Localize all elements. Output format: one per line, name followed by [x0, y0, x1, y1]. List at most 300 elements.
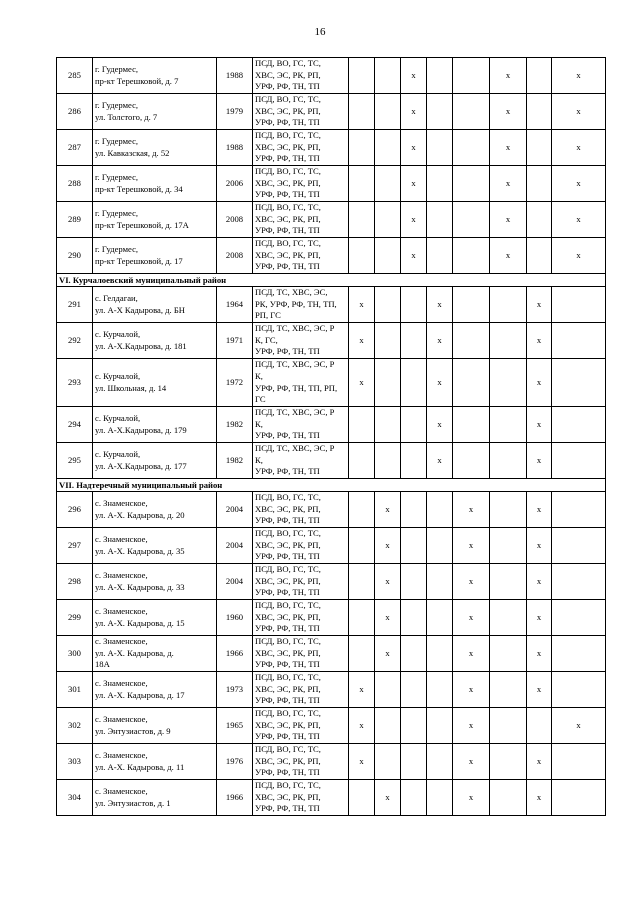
- row-number-cell: 296: [57, 492, 93, 528]
- table-row: [57, 492, 606, 528]
- address-line: с. Курчалой,: [95, 370, 141, 381]
- mark-cell: x: [453, 600, 490, 636]
- address-line: ул. А-Х. Кадырова, д. 20: [95, 509, 185, 520]
- address-line: пр-кт Терешковой, д. 34: [95, 183, 183, 194]
- mark-cell: [401, 708, 427, 744]
- mark-cell: [490, 780, 527, 816]
- mark-cell: [527, 238, 552, 274]
- address-cell: [93, 202, 217, 238]
- mark-cell: [401, 744, 427, 780]
- mark-cell: [527, 130, 552, 166]
- address-line: 18А: [95, 659, 110, 670]
- mark-cell: [375, 166, 401, 202]
- mark-cell: [490, 600, 527, 636]
- address-cell: [93, 672, 217, 708]
- table-row: [57, 780, 606, 816]
- mark-cell: x: [349, 323, 375, 359]
- mark-cell: [375, 238, 401, 274]
- mark-cell: [375, 359, 401, 407]
- mark-cell: [375, 323, 401, 359]
- section-title: VII. Надтеречный муниципальный район: [57, 479, 606, 492]
- table-row: [57, 600, 606, 636]
- mark-cell: [375, 130, 401, 166]
- mark-cell: [552, 287, 606, 323]
- works-line: УРФ, РФ, ТН, ТП: [255, 587, 320, 598]
- mark-cell: [375, 672, 401, 708]
- works-line: ХВС, ЭС, РК, РП,: [255, 791, 321, 802]
- section-title: VI. Курчалоевский муниципальный район: [57, 274, 606, 287]
- address-cell: [93, 166, 217, 202]
- table-row: [57, 359, 606, 407]
- address-cell: [93, 287, 217, 323]
- address-line: пр-кт Терешковой, д. 7: [95, 75, 179, 86]
- address-line: пр-кт Терешковой, д. 17А: [95, 219, 189, 230]
- works-line: УРФ, РФ, ТН, ТП: [255, 430, 320, 441]
- mark-cell: [490, 744, 527, 780]
- mark-cell: x: [375, 564, 401, 600]
- works-line: ПСД, ТС, ХВС, ЭС, Р: [255, 407, 335, 418]
- mark-cell: [552, 323, 606, 359]
- mark-cell: [349, 238, 375, 274]
- address-cell: [93, 130, 217, 166]
- works-line: ПСД, ВО, ГС, ТС,: [255, 58, 321, 69]
- mark-cell: x: [490, 202, 527, 238]
- row-number-cell: 294: [57, 407, 93, 443]
- works-line: УРФ, РФ, ТН, ТП: [255, 803, 320, 814]
- address-line: пр-кт Терешковой, д. 17: [95, 255, 183, 266]
- mark-cell: x: [349, 359, 375, 407]
- section-header-row: [57, 274, 606, 287]
- mark-cell: x: [453, 528, 490, 564]
- address-cell: [93, 780, 217, 816]
- page-number: 16: [314, 26, 326, 38]
- works-line: ХВС, ЭС, РК, РП,: [255, 683, 321, 694]
- mark-cell: [401, 528, 427, 564]
- year-cell: 1966: [217, 636, 253, 672]
- works-cell: [253, 323, 349, 359]
- year-cell: 1976: [217, 744, 253, 780]
- mark-cell: [490, 443, 527, 479]
- mark-cell: x: [453, 564, 490, 600]
- works-cell: [253, 202, 349, 238]
- works-line: ПСД, ТС, ХВС, ЭС, Р: [255, 323, 335, 334]
- works-line: ПСД, ВО, ГС, ТС,: [255, 672, 321, 683]
- row-number-cell: 300: [57, 636, 93, 672]
- section-header-row: [57, 479, 606, 492]
- table-row: [57, 708, 606, 744]
- mark-cell: [552, 564, 606, 600]
- mark-cell: x: [427, 323, 453, 359]
- mark-cell: x: [401, 58, 427, 94]
- mark-cell: x: [453, 636, 490, 672]
- year-cell: 1965: [217, 708, 253, 744]
- works-line: УРФ, РФ, ТН, ТП: [255, 189, 320, 200]
- address-line: с. Курчалой,: [95, 448, 141, 459]
- works-cell: [253, 636, 349, 672]
- mark-cell: x: [375, 600, 401, 636]
- works-line: РП, ГС: [255, 310, 281, 321]
- mark-cell: [375, 443, 401, 479]
- works-cell: [253, 564, 349, 600]
- works-line: УРФ, РФ, ТН, ТП: [255, 515, 320, 526]
- mark-cell: x: [375, 528, 401, 564]
- address-line: г. Гудермес,: [95, 99, 139, 110]
- mark-cell: [552, 359, 606, 407]
- mark-cell: [427, 58, 453, 94]
- mark-cell: [453, 238, 490, 274]
- works-line: ХВС, ЭС, РК, РП,: [255, 503, 321, 514]
- mark-cell: [490, 672, 527, 708]
- address-cell: [93, 636, 217, 672]
- mark-cell: [375, 94, 401, 130]
- address-cell: [93, 443, 217, 479]
- mark-cell: [490, 407, 527, 443]
- mark-cell: x: [490, 130, 527, 166]
- mark-cell: [427, 672, 453, 708]
- mark-cell: [490, 287, 527, 323]
- works-cell: [253, 94, 349, 130]
- mark-cell: [375, 287, 401, 323]
- mark-cell: x: [552, 202, 606, 238]
- address-cell: [93, 708, 217, 744]
- works-line: ПСД, ВО, ГС, ТС,: [255, 780, 321, 791]
- mark-cell: x: [552, 94, 606, 130]
- mark-cell: [527, 202, 552, 238]
- mark-cell: [453, 323, 490, 359]
- mark-cell: x: [527, 287, 552, 323]
- mark-cell: [349, 528, 375, 564]
- year-cell: 1979: [217, 94, 253, 130]
- mark-cell: x: [527, 407, 552, 443]
- works-cell: [253, 708, 349, 744]
- works-line: ПСД, ВО, ГС, ТС,: [255, 600, 321, 611]
- mark-cell: x: [552, 130, 606, 166]
- works-line: ПСД, ВО, ГС, ТС,: [255, 492, 321, 503]
- works-cell: [253, 443, 349, 479]
- table-row: [57, 238, 606, 274]
- mark-cell: x: [527, 780, 552, 816]
- mark-cell: [349, 94, 375, 130]
- mark-cell: [552, 744, 606, 780]
- year-cell: 1982: [217, 443, 253, 479]
- mark-cell: [552, 780, 606, 816]
- address-line: с. Знаменское,: [95, 713, 148, 724]
- table-row: [57, 564, 606, 600]
- mark-cell: x: [375, 780, 401, 816]
- mark-cell: x: [349, 744, 375, 780]
- works-line: ГС: [255, 394, 266, 405]
- mark-cell: x: [527, 564, 552, 600]
- works-cell: [253, 780, 349, 816]
- works-cell: [253, 359, 349, 407]
- mark-cell: [349, 130, 375, 166]
- works-cell: [253, 600, 349, 636]
- mark-cell: [349, 58, 375, 94]
- year-cell: 1972: [217, 359, 253, 407]
- mark-cell: x: [375, 492, 401, 528]
- works-line: ПСД, ТС, ХВС, ЭС, Р: [255, 359, 335, 370]
- address-line: с. Знаменское,: [95, 569, 148, 580]
- mark-cell: [552, 443, 606, 479]
- address-line: ул. Школьная, д. 14: [95, 382, 167, 393]
- mark-cell: [401, 564, 427, 600]
- mark-cell: [427, 166, 453, 202]
- mark-cell: [490, 359, 527, 407]
- address-cell: [93, 58, 217, 94]
- works-line: ПСД, ВО, ГС, ТС,: [255, 130, 321, 141]
- mark-cell: x: [552, 166, 606, 202]
- works-line: УРФ, РФ, ТН, ТП: [255, 623, 320, 634]
- mark-cell: [349, 636, 375, 672]
- address-line: ул. Кавказская, д. 52: [95, 147, 170, 158]
- works-line: УРФ, РФ, ТН, ТП: [255, 117, 320, 128]
- mark-cell: [552, 528, 606, 564]
- year-cell: 1982: [217, 407, 253, 443]
- works-line: ХВС, ЭС, РК, РП,: [255, 611, 321, 622]
- mark-cell: [453, 443, 490, 479]
- works-line: ПСД, ВО, ГС, ТС,: [255, 564, 321, 575]
- address-line: с. Знаменское,: [95, 749, 148, 760]
- row-number-cell: 297: [57, 528, 93, 564]
- mark-cell: x: [527, 636, 552, 672]
- works-cell: [253, 492, 349, 528]
- works-cell: [253, 528, 349, 564]
- year-cell: 1973: [217, 672, 253, 708]
- address-line: с. Курчалой,: [95, 328, 141, 339]
- address-line: ул. А-Х.Кадырова, д. 179: [95, 424, 187, 435]
- mark-cell: x: [527, 672, 552, 708]
- address-cell: [93, 744, 217, 780]
- mark-cell: x: [527, 600, 552, 636]
- works-line: УРФ, РФ, ТН, ТП: [255, 659, 320, 670]
- year-cell: 2004: [217, 492, 253, 528]
- address-line: с. Гелдагаи,: [95, 292, 138, 303]
- register-table: [56, 57, 606, 816]
- mark-cell: x: [527, 744, 552, 780]
- row-number-cell: 285: [57, 58, 93, 94]
- works-line: УРФ, РФ, ТН, ТП: [255, 551, 320, 562]
- mark-cell: [349, 443, 375, 479]
- works-line: К,: [255, 418, 263, 429]
- mark-cell: [349, 780, 375, 816]
- address-line: ул. А-Х. Кадырова, д. 33: [95, 581, 185, 592]
- mark-cell: [453, 287, 490, 323]
- mark-cell: x: [453, 708, 490, 744]
- address-cell: [93, 94, 217, 130]
- address-line: ул. А-Х.Кадырова, д. 177: [95, 460, 187, 471]
- mark-cell: x: [552, 58, 606, 94]
- works-cell: [253, 744, 349, 780]
- mark-cell: [349, 492, 375, 528]
- works-line: ХВС, ЭС, РК, РП,: [255, 719, 321, 730]
- mark-cell: [552, 672, 606, 708]
- row-number-cell: 303: [57, 744, 93, 780]
- mark-cell: [349, 600, 375, 636]
- mark-cell: x: [527, 443, 552, 479]
- address-line: с. Знаменское,: [95, 636, 148, 647]
- mark-cell: [375, 202, 401, 238]
- register-table-body: [57, 58, 606, 816]
- mark-cell: x: [490, 58, 527, 94]
- mark-cell: [427, 780, 453, 816]
- table-row: [57, 744, 606, 780]
- works-line: ХВС, ЭС, РК, РП,: [255, 69, 321, 80]
- works-line: ХВС, ЭС, РК, РП,: [255, 575, 321, 586]
- table-row: [57, 166, 606, 202]
- works-line: УРФ, РФ, ТН, ТП: [255, 346, 320, 357]
- mark-cell: [453, 407, 490, 443]
- mark-cell: x: [401, 166, 427, 202]
- row-number-cell: 292: [57, 323, 93, 359]
- works-line: УРФ, РФ, ТН, ТП: [255, 81, 320, 92]
- mark-cell: [552, 600, 606, 636]
- mark-cell: [453, 94, 490, 130]
- address-line: с. Знаменское,: [95, 605, 148, 616]
- mark-cell: [401, 287, 427, 323]
- mark-cell: [427, 238, 453, 274]
- address-line: г. Гудермес,: [95, 171, 139, 182]
- row-number-cell: 289: [57, 202, 93, 238]
- year-cell: 2008: [217, 202, 253, 238]
- mark-cell: x: [490, 238, 527, 274]
- mark-cell: x: [527, 492, 552, 528]
- mark-cell: [401, 443, 427, 479]
- address-cell: [93, 528, 217, 564]
- mark-cell: [453, 130, 490, 166]
- works-cell: [253, 407, 349, 443]
- mark-cell: [349, 166, 375, 202]
- mark-cell: x: [401, 130, 427, 166]
- mark-cell: x: [427, 359, 453, 407]
- works-line: ПСД, ВО, ГС, ТС,: [255, 94, 321, 105]
- mark-cell: x: [527, 323, 552, 359]
- mark-cell: [427, 130, 453, 166]
- mark-cell: [453, 202, 490, 238]
- table-row: [57, 58, 606, 94]
- row-number-cell: 302: [57, 708, 93, 744]
- table-row: [57, 528, 606, 564]
- mark-cell: x: [490, 94, 527, 130]
- works-line: К,: [255, 454, 263, 465]
- mark-cell: [349, 407, 375, 443]
- mark-cell: x: [552, 238, 606, 274]
- mark-cell: [375, 744, 401, 780]
- mark-cell: x: [427, 287, 453, 323]
- address-cell: [93, 238, 217, 274]
- mark-cell: [427, 492, 453, 528]
- address-line: г. Гудермес,: [95, 207, 139, 218]
- works-line: ХВС, ЭС, РК, РП,: [255, 539, 321, 550]
- address-line: ул. Энтузиастов, д. 9: [95, 725, 171, 736]
- address-line: г. Гудермес,: [95, 243, 139, 254]
- mark-cell: [427, 94, 453, 130]
- mark-cell: [490, 708, 527, 744]
- works-cell: [253, 672, 349, 708]
- mark-cell: [427, 564, 453, 600]
- mark-cell: [453, 359, 490, 407]
- mark-cell: [427, 600, 453, 636]
- mark-cell: [427, 744, 453, 780]
- table-row: [57, 94, 606, 130]
- mark-cell: x: [427, 407, 453, 443]
- works-line: УРФ, РФ, ТН, ТП: [255, 466, 320, 477]
- mark-cell: x: [453, 672, 490, 708]
- works-line: РК, УРФ, РФ, ТН, ТП,: [255, 298, 337, 309]
- mark-cell: [401, 636, 427, 672]
- mark-cell: [375, 407, 401, 443]
- year-cell: 1988: [217, 58, 253, 94]
- works-line: ХВС, ЭС, РК, РП,: [255, 177, 321, 188]
- works-line: УРФ, РФ, ТН, ТП: [255, 695, 320, 706]
- mark-cell: [401, 600, 427, 636]
- mark-cell: [427, 202, 453, 238]
- mark-cell: [552, 407, 606, 443]
- address-line: ул. А-Х. Кадырова, д. 17: [95, 689, 185, 700]
- mark-cell: [527, 708, 552, 744]
- mark-cell: [490, 636, 527, 672]
- address-cell: [93, 323, 217, 359]
- mark-cell: x: [453, 744, 490, 780]
- row-number-cell: 290: [57, 238, 93, 274]
- table-row: [57, 672, 606, 708]
- mark-cell: [527, 58, 552, 94]
- row-number-cell: 287: [57, 130, 93, 166]
- address-line: ул. А-Х. Кадырова, д. 11: [95, 761, 185, 772]
- works-line: ПСД, ВО, ГС, ТС,: [255, 708, 321, 719]
- row-number-cell: 295: [57, 443, 93, 479]
- mark-cell: [427, 528, 453, 564]
- works-line: ХВС, ЭС, РК, РП,: [255, 647, 321, 658]
- year-cell: 1988: [217, 130, 253, 166]
- row-number-cell: 288: [57, 166, 93, 202]
- address-line: г. Гудермес,: [95, 135, 139, 146]
- row-number-cell: 298: [57, 564, 93, 600]
- address-cell: [93, 492, 217, 528]
- works-line: ХВС, ЭС, РК, РП,: [255, 213, 321, 224]
- address-line: ул. А-Х.Кадырова, д. 181: [95, 340, 187, 351]
- works-line: ПСД, ВО, ГС, ТС,: [255, 744, 321, 755]
- mark-cell: x: [349, 708, 375, 744]
- mark-cell: [375, 58, 401, 94]
- works-cell: [253, 58, 349, 94]
- works-line: ХВС, ЭС, РК, РП,: [255, 755, 321, 766]
- mark-cell: [427, 708, 453, 744]
- mark-cell: [490, 323, 527, 359]
- mark-cell: x: [527, 528, 552, 564]
- address-line: ул. Толстого, д. 7: [95, 111, 158, 122]
- address-line: с. Знаменское,: [95, 497, 148, 508]
- mark-cell: x: [427, 443, 453, 479]
- year-cell: 2006: [217, 166, 253, 202]
- works-line: УРФ, РФ, ТН, ТП, РП,: [255, 382, 338, 393]
- year-cell: 1964: [217, 287, 253, 323]
- mark-cell: [490, 564, 527, 600]
- table-row: [57, 323, 606, 359]
- works-line: УРФ, РФ, ТН, ТП: [255, 261, 320, 272]
- address-line: г. Гудермес,: [95, 63, 139, 74]
- table-row: [57, 443, 606, 479]
- works-cell: [253, 238, 349, 274]
- year-cell: 2008: [217, 238, 253, 274]
- address-line: ул. А-Х. Кадырова, д. 15: [95, 617, 185, 628]
- row-number-cell: 301: [57, 672, 93, 708]
- address-cell: [93, 564, 217, 600]
- mark-cell: [552, 636, 606, 672]
- table-row: [57, 202, 606, 238]
- mark-cell: [453, 166, 490, 202]
- table-row: [57, 287, 606, 323]
- table-row: [57, 130, 606, 166]
